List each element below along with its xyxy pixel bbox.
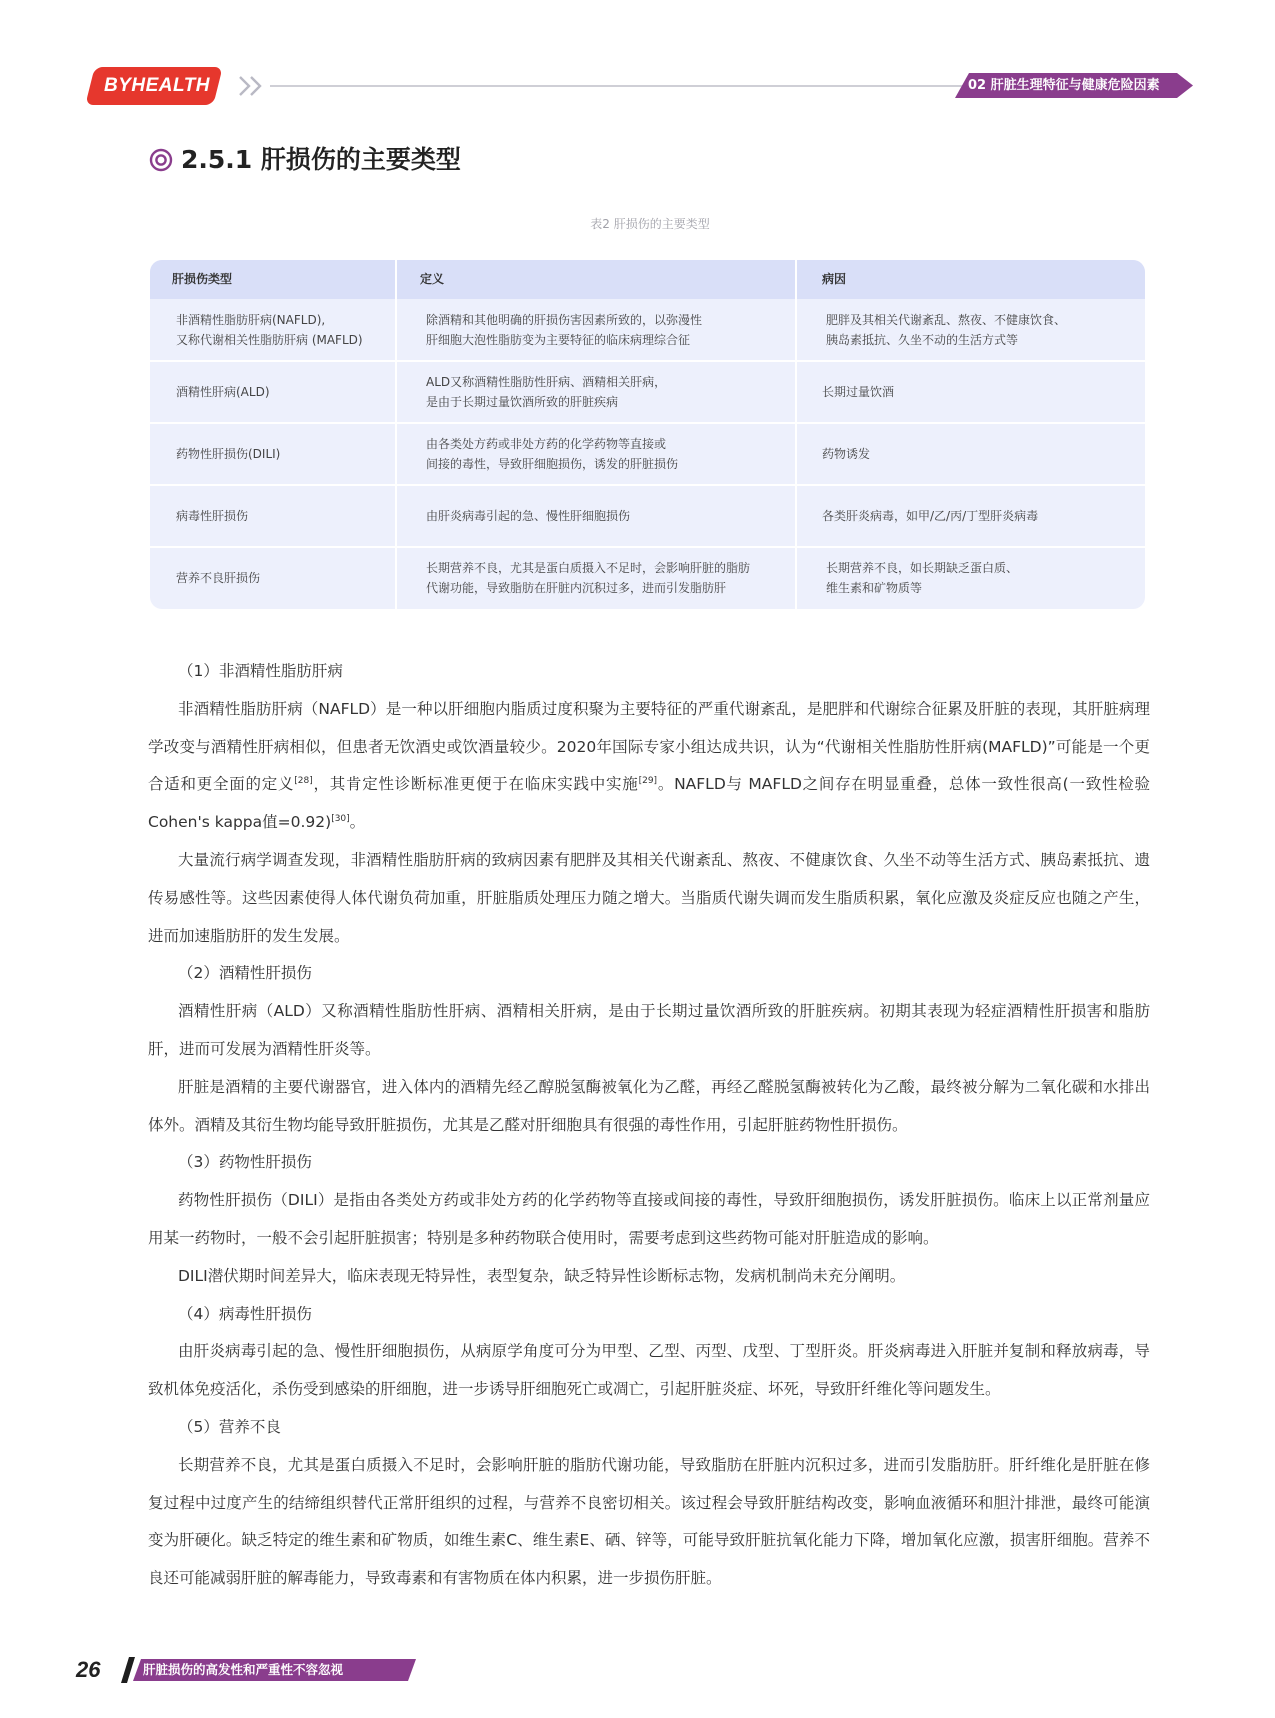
table-row-divider bbox=[150, 422, 1145, 424]
citation-ref: [30] bbox=[331, 814, 350, 825]
table-cell-definition: 除酒精和其他明确的肝损伤害因素所致的，以弥漫性 肝细胞大泡性脂肪变为主要特征的临床病理综合征 bbox=[426, 313, 703, 347]
section-tag-label: 02 肝脏生理特征与健康危险因素 bbox=[968, 78, 1160, 93]
table-row bbox=[150, 299, 1145, 361]
table-cell-cause: 肥胖及其相关代谢紊乱、熬夜、不健康饮食、 胰岛素抵抗、久坐不动的生活方式等 bbox=[826, 313, 1067, 347]
citation-ref: [29] bbox=[638, 776, 658, 787]
table-cell-definition: 由各类处方药或非处方药的化学药物等直接或 间接的毒性，导致肝细胞损伤，诱发的肝脏损伤 bbox=[426, 437, 679, 471]
table-cell-definition: ALD又称酒精性脂肪性肝病、酒精相关肝病， 是由于长期过量饮酒所致的肝脏疾病 bbox=[426, 375, 667, 409]
table-row bbox=[150, 361, 1145, 423]
header-divider bbox=[270, 85, 975, 87]
subsection-heading: （1）非酒精性脂肪肝病 bbox=[178, 662, 343, 680]
paragraph: 药物性肝损伤（DILI）是指由各类处方药或非处方药的化学药物等直接或间接的毒性，导致肝细胞损伤，诱发肝脏损伤。临床上以正常剂量应用某一药物时，一般不会引起肝脏损害；特别是多种药物联合使用时，需要考虑到这些药物可能对肝脏造成的影响。 bbox=[148, 1191, 1150, 1247]
table-column-divider bbox=[795, 260, 797, 609]
table-row bbox=[150, 485, 1145, 547]
table-cell-type: 病毒性肝损伤 bbox=[176, 509, 249, 523]
table-cell-cause: 长期过量饮酒 bbox=[822, 385, 895, 399]
paragraph: 酒精性肝病（ALD）又称酒精性脂肪性肝病、酒精相关肝病，是由于长期过量饮酒所致的肝脏疾病。初期其表现为轻症酒精性肝损害和脂肪肝，进而可发展为酒精性肝炎等。 bbox=[148, 1002, 1150, 1058]
table-cell-cause: 药物诱发 bbox=[822, 447, 871, 461]
paragraph: 长期营养不良，尤其是蛋白质摄入不足时，会影响肝脏的脂肪代谢功能，导致脂肪在肝脏内沉积过多，进而引发脂肪肝。肝纤维化是肝脏在修复过程中过度产生的结缔组织替代正常肝组织的过程，与营养不良密切相关。该过程会导致肝脏结构改变，影响血液循环和胆汁排泄，最终可能演变为肝硬化。缺乏特定的维生素和矿物质，如维生素C、维生素E、硒、锌等，可能导致肝脏抗氧化能力下降，增加氧化应激，损害肝细胞。营养不良还可能减弱肝脏的解毒能力，导致毒素和有害物质在体内积累，进一步损伤肝脏。 bbox=[148, 1455, 1150, 1588]
table-row-divider bbox=[150, 546, 1145, 548]
table-header-row bbox=[150, 260, 1145, 299]
subsection-heading: （4）病毒性肝损伤 bbox=[178, 1304, 312, 1323]
table-row-divider bbox=[150, 484, 1145, 486]
table-cell-cause: 各类肝炎病毒，如甲/乙/丙/丁型肝炎病毒 bbox=[822, 509, 1039, 523]
paragraph: 大量流行病学调查发现，非酒精性脂肪肝病的致病因素有肥胖及其相关代谢紊乱、熬夜、不健康饮食、久坐不动等生活方式、胰岛素抵抗、遗传易感性等。这些因素使得人体代谢负荷加重，肝脏脂质处理压力随之增大。当脂质代谢失调而发生脂质积累，氧化应激及炎症反应也随之产生，进而加速脂肪肝的发生发展。 bbox=[148, 850, 1150, 945]
table-row bbox=[150, 423, 1145, 485]
page-number: 26 bbox=[76, 1657, 101, 1682]
subsection-heading: （2）酒精性肝损伤 bbox=[178, 964, 312, 983]
subsection-heading: （5）营养不良 bbox=[178, 1417, 281, 1436]
table-header-definition: 定义 bbox=[420, 272, 445, 286]
table-column-divider bbox=[395, 260, 397, 609]
table-cell-type: 酒精性肝病(ALD) bbox=[176, 385, 270, 399]
table-row bbox=[150, 547, 1145, 609]
footer-title: 肝脏损伤的高发性和严重性不容忽视 bbox=[143, 1662, 344, 1677]
section-title: 2.5.1 肝损伤的主要类型 bbox=[181, 145, 461, 174]
table-header-type: 肝损伤类型 bbox=[172, 272, 233, 286]
table-header-cause: 病因 bbox=[822, 272, 847, 286]
table-cell-type: 营养不良肝损伤 bbox=[176, 571, 261, 585]
paragraph: 肝脏是酒精的主要代谢器官，进入体内的酒精先经乙醇脱氢酶被氧化为乙醛，再经乙醛脱氢酶被转化为乙酸，最终被分解为二氧化碳和水排出体外。酒精及其衍生物均能导致肝脏损伤，尤其是乙醛对肝细胞具有很强的毒性作用，引起肝脏药物性肝损伤。 bbox=[148, 1077, 1150, 1134]
table-cell-type: 非酒精性脂肪肝病(NAFLD), 又称代谢相关性脂肪肝病 (MAFLD) bbox=[176, 313, 363, 347]
target-circle-icon bbox=[149, 148, 173, 172]
liver-injury-types-table bbox=[150, 260, 1145, 609]
citation-ref: [28] bbox=[294, 776, 313, 787]
table-caption: 表2 肝损伤的主要类型 bbox=[590, 217, 710, 231]
article-body bbox=[148, 653, 1150, 1598]
table-cell-definition: 由肝炎病毒引起的急、慢性肝细胞损伤 bbox=[426, 509, 631, 523]
paragraph: 由肝炎病毒引起的急、慢性肝细胞损伤，从病原学角度可分为甲型、乙型、丙型、戊型、丁型肝炎。肝炎病毒进入肝脏并复制和释放病毒，导致机体免疫活化，杀伤受到感染的肝细胞，进一步诱导肝细胞死亡或凋亡，引起肝脏炎症、坏死，导致肝纤维化等问题发生。 bbox=[148, 1342, 1150, 1399]
paragraph: 非酒精性脂肪肝病（NAFLD）是一种以肝细胞内脂质过度积聚为主要特征的严重代谢紊乱，是肥胖和代谢综合征累及肝脏的表现，其肝脏病理学改变与酒精性肝病相似，但患者无饮酒史或饮酒量较少。2020年国际专家小组达成共识，认为“代谢相关性脂肪性肝病(MAFLD)”可能是一个更合适和更全面的定义[28]，其肯定性诊断标准更便于在临床实践中实施[29]。NAFLD与 MAFLD之间存在明显重叠，总体一致性很高(一致性检验Cohen's kappa值=0.92)[30]。 bbox=[148, 699, 1150, 832]
table-cell-cause: 长期营养不良，如长期缺乏蛋白质、 维生素和矿物质等 bbox=[826, 561, 1019, 595]
table-cell-definition: 长期营养不良，尤其是蛋白质摄入不足时，会影响肝脏的脂肪 代谢功能，导致脂肪在肝脏内沉积过多，进而引发脂肪肝 bbox=[426, 561, 751, 595]
table-row-divider bbox=[150, 360, 1145, 362]
paragraph: DILI潜伏期时间差异大，临床表现无特异性，表型复杂，缺乏特异性诊断标志物，发病机制尚未充分阐明。 bbox=[178, 1266, 906, 1285]
subsection-heading: （3）药物性肝损伤 bbox=[178, 1153, 312, 1172]
brand-logo-text: BYHEALTH bbox=[104, 75, 211, 96]
table-cell-type: 药物性肝损伤(DILI) bbox=[176, 447, 281, 461]
